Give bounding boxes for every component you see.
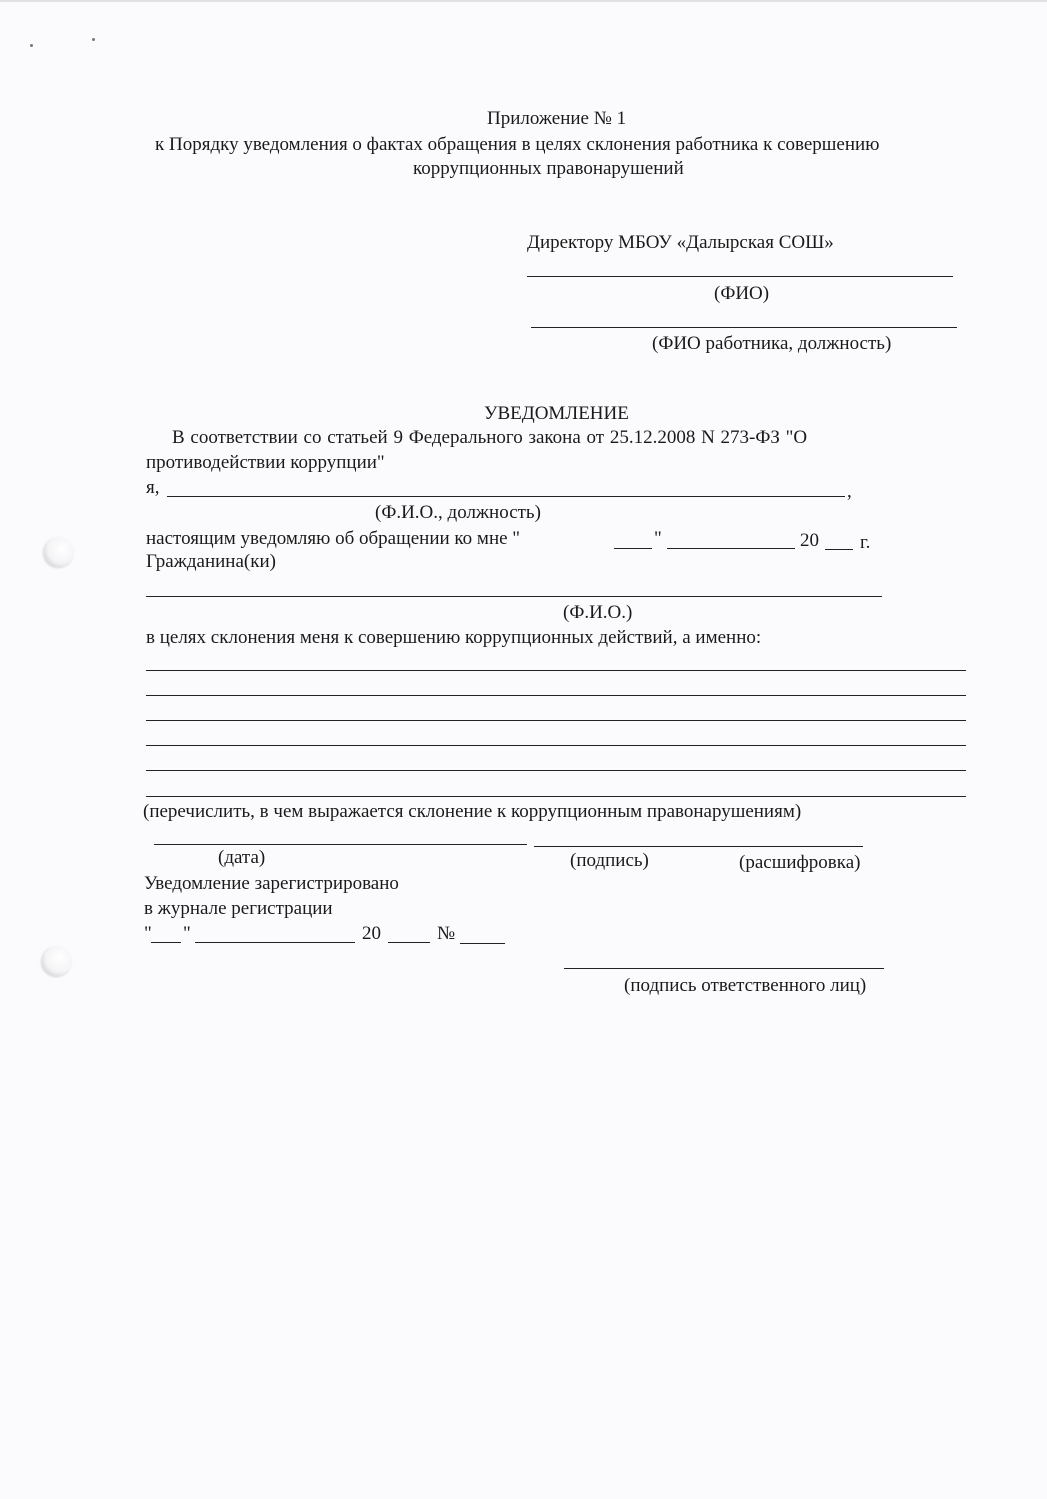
reg-day-blank	[151, 942, 181, 943]
reg-year-prefix: 20	[362, 923, 381, 944]
year-suffix: г.	[860, 532, 871, 553]
employee-caption: (ФИО работника, должность)	[652, 333, 892, 354]
signature-line	[534, 846, 863, 847]
date-caption: (дата)	[218, 847, 266, 868]
reg-open-quote: "	[144, 923, 152, 944]
appendix-title: Приложение № 1	[487, 108, 627, 129]
decode-caption: (расшифровка)	[739, 852, 861, 873]
employee-line	[531, 327, 957, 328]
scan-top-edge	[0, 0, 1047, 2]
fio-director-line	[527, 276, 953, 277]
fio-caption-2: (Ф.И.О.)	[563, 602, 633, 623]
year-prefix: 20	[800, 530, 819, 551]
responsible-caption: (подпись ответственного лиц)	[624, 975, 867, 996]
year-blank	[825, 549, 853, 550]
appendix-subtitle-line1: к Порядку уведомления о фактах обращения в целях склонения работника к совершению	[155, 134, 880, 155]
fio-position-line	[167, 496, 845, 497]
reg-year-blank	[388, 942, 430, 943]
responsible-signature-line	[564, 968, 884, 969]
comma: ,	[847, 481, 852, 502]
scan-speck	[30, 44, 33, 47]
notice-heading: УВЕДОМЛЕНИЕ	[484, 403, 629, 424]
details-line-2	[146, 695, 966, 696]
details-line-6	[146, 796, 966, 797]
appendix-subtitle-line2: коррупционных правонарушений	[413, 158, 684, 179]
notify-start: настоящим уведомляю об обращении ко мне "	[146, 528, 521, 549]
registration-line1: Уведомление зарегистрировано	[144, 873, 399, 894]
scan-speck	[92, 38, 95, 41]
month-blank	[667, 548, 795, 549]
details-line-1	[146, 670, 966, 671]
punch-hole	[42, 946, 72, 976]
day-blank	[614, 548, 652, 549]
list-caption: (перечислить, в чем выражается склонение к коррупционным правонарушениям)	[143, 801, 802, 822]
reg-number-sign: №	[437, 923, 456, 944]
date-line	[154, 844, 527, 845]
notice-paragraph-line1: В соответствии со статьей 9 Федерального закона от 25.12.2008 N 273-ФЗ "О	[172, 427, 808, 448]
fio-position-caption: (Ф.И.О., должность)	[375, 502, 541, 523]
notify-quote: "	[654, 528, 662, 549]
details-line-4	[146, 745, 966, 746]
purpose-text: в целях склонения меня к совершению коррупционных действий, а именно:	[146, 627, 762, 648]
fio-caption: (ФИО)	[714, 283, 770, 304]
details-line-3	[146, 720, 966, 721]
details-line-5	[146, 770, 966, 771]
i-prefix: я,	[146, 477, 160, 498]
citizen-fio-line	[146, 596, 882, 597]
reg-month-blank	[195, 942, 355, 943]
sign-caption: (подпись)	[570, 850, 649, 871]
notice-paragraph-line2: противодействии коррупции"	[146, 452, 385, 473]
registration-line2: в журнале регистрации	[144, 898, 333, 919]
citizen-label: Гражданина(ки)	[146, 551, 276, 572]
punch-hole	[44, 537, 74, 567]
addressee-director: Директору МБОУ «Далырская СОШ»	[527, 232, 834, 253]
reg-number-blank	[460, 943, 505, 944]
reg-close-quote: "	[183, 923, 191, 944]
